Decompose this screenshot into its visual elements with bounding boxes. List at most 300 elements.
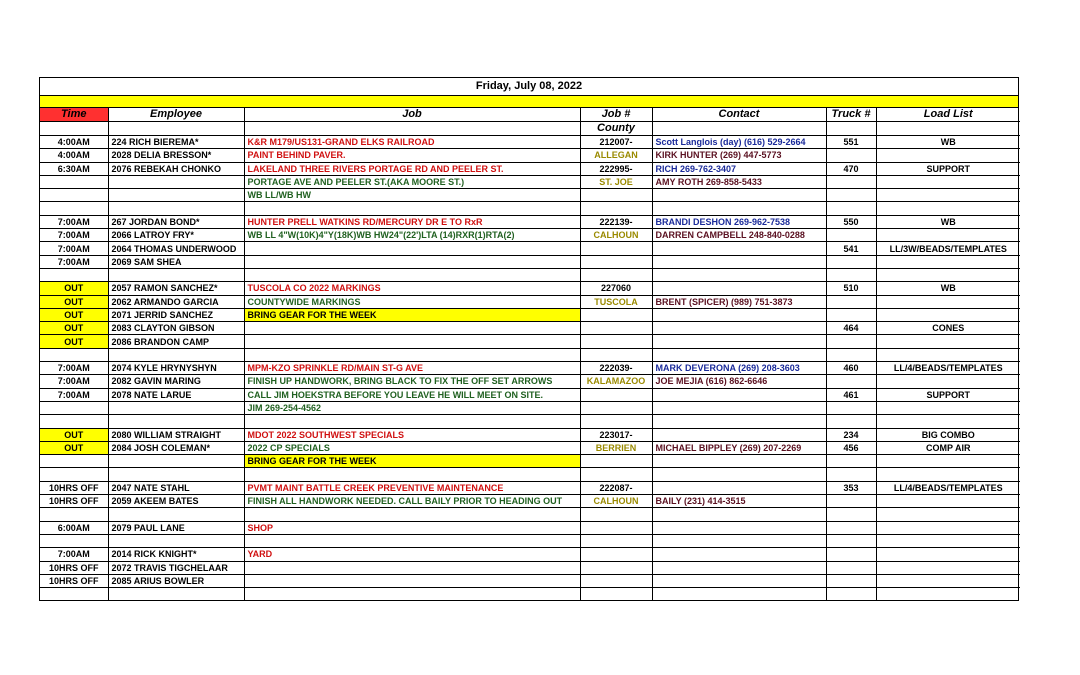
- cell-employee: 2082 GAVIN MARING: [108, 375, 244, 388]
- cell-load-list: [876, 335, 1020, 348]
- cell-contact: [652, 481, 826, 494]
- table-row: [40, 322, 1020, 335]
- table-row: [40, 561, 1020, 574]
- cell-truck: [826, 175, 876, 188]
- cell-job: BRING GEAR FOR THE WEEK: [244, 455, 580, 468]
- table-row: [40, 162, 1020, 175]
- table-row: [40, 149, 1020, 162]
- cell-job: MPM-KZO SPRINKLE RD/MAIN ST-G AVE: [244, 362, 580, 375]
- header-highlight-band: [40, 96, 1018, 108]
- schedule-body: [40, 108, 1020, 600]
- subheader-empty: [876, 122, 1020, 136]
- cell-truck: [826, 308, 876, 321]
- table-row: [40, 574, 1020, 587]
- cell-contact: BAILY (231) 414-3515: [652, 495, 826, 508]
- cell-time: 6:00AM: [40, 521, 108, 534]
- cell-truck: [826, 229, 876, 242]
- table-row: [40, 348, 1020, 361]
- column-header-job-number: Job #: [580, 108, 652, 122]
- cell-employee: 224 RICH BIEREMA*: [108, 136, 244, 149]
- table-row: [40, 588, 1020, 601]
- cell-job: [244, 574, 580, 587]
- table-row: [40, 202, 1020, 215]
- cell-job-number: [580, 268, 652, 281]
- cell-truck: [826, 495, 876, 508]
- cell-job: LAKELAND THREE RIVERS PORTAGE RD AND PEELER ST.: [244, 162, 580, 175]
- cell-employee: [108, 468, 244, 481]
- cell-truck: [826, 455, 876, 468]
- cell-time: 4:00AM: [40, 149, 108, 162]
- cell-contact: [652, 548, 826, 561]
- cell-time: 6:30AM: [40, 162, 108, 175]
- table-row: [40, 229, 1020, 242]
- cell-job: [244, 508, 580, 521]
- cell-job: HUNTER PRELL WATKINS RD/MERCURY DR E TO RxR: [244, 215, 580, 228]
- cell-truck: [826, 295, 876, 308]
- cell-load-list: [876, 415, 1020, 428]
- cell-job: TUSCOLA CO 2022 MARKINGS: [244, 282, 580, 295]
- schedule-table: [40, 108, 1020, 600]
- cell-employee: 2064 THOMAS UNDERWOOD: [108, 242, 244, 255]
- cell-time: OUT: [40, 335, 108, 348]
- cell-time: OUT: [40, 295, 108, 308]
- cell-truck: 541: [826, 242, 876, 255]
- cell-job-number: [580, 455, 652, 468]
- cell-truck: [826, 534, 876, 547]
- cell-load-list: [876, 588, 1020, 601]
- cell-job-number: [580, 255, 652, 268]
- cell-load-list: [876, 229, 1020, 242]
- cell-employee: 2071 JERRID SANCHEZ: [108, 308, 244, 321]
- cell-load-list: [876, 348, 1020, 361]
- column-header-truck: Truck #: [826, 108, 876, 122]
- table-row: [40, 415, 1020, 428]
- cell-load-list: [876, 561, 1020, 574]
- cell-job-number: [580, 335, 652, 348]
- schedule-sheet: [39, 77, 1019, 601]
- cell-load-list: [876, 202, 1020, 215]
- cell-time: [40, 401, 108, 414]
- cell-job-number: ALLEGAN: [580, 149, 652, 162]
- cell-truck: [826, 521, 876, 534]
- table-row: [40, 215, 1020, 228]
- cell-job-number: [580, 468, 652, 481]
- cell-job-number: 222039-: [580, 362, 652, 375]
- cell-job-number: [580, 415, 652, 428]
- cell-employee: 2078 NATE LARUE: [108, 388, 244, 401]
- cell-truck: 551: [826, 136, 876, 149]
- cell-employee: [108, 348, 244, 361]
- cell-contact: [652, 428, 826, 441]
- cell-job-number: KALAMAZOO: [580, 375, 652, 388]
- cell-contact: [652, 388, 826, 401]
- cell-load-list: WB: [876, 136, 1020, 149]
- cell-load-list: [876, 295, 1020, 308]
- cell-job: [244, 561, 580, 574]
- cell-job-number: 223017-: [580, 428, 652, 441]
- cell-job-number: [580, 401, 652, 414]
- table-row: [40, 481, 1020, 494]
- cell-load-list: [876, 548, 1020, 561]
- cell-truck: 353: [826, 481, 876, 494]
- cell-job: FINISH UP HANDWORK, BRING BLACK TO FIX THE OFF SET ARROWS: [244, 375, 580, 388]
- cell-time: OUT: [40, 441, 108, 454]
- cell-contact: [652, 521, 826, 534]
- cell-load-list: LL/4/BEADS/TEMPLATES: [876, 481, 1020, 494]
- table-row: [40, 268, 1020, 281]
- cell-time: [40, 175, 108, 188]
- cell-job: MDOT 2022 SOUTHWEST SPECIALS: [244, 428, 580, 441]
- cell-contact: [652, 282, 826, 295]
- cell-employee: 2076 REBEKAH CHONKO: [108, 162, 244, 175]
- cell-time: 7:00AM: [40, 242, 108, 255]
- cell-job: [244, 534, 580, 547]
- cell-job-number: [580, 548, 652, 561]
- cell-employee: 2057 RAMON SANCHEZ*: [108, 282, 244, 295]
- cell-job: [244, 468, 580, 481]
- cell-load-list: WB: [876, 215, 1020, 228]
- cell-job-number: [580, 521, 652, 534]
- cell-job: K&R M179/US131-GRAND ELKS RAILROAD: [244, 136, 580, 149]
- table-row: [40, 375, 1020, 388]
- cell-time: 7:00AM: [40, 388, 108, 401]
- cell-load-list: [876, 455, 1020, 468]
- cell-truck: [826, 189, 876, 202]
- cell-truck: [826, 561, 876, 574]
- page-title: Friday, July 08, 2022: [40, 78, 1018, 96]
- cell-contact: [652, 348, 826, 361]
- table-row: [40, 468, 1020, 481]
- cell-job-number: [580, 348, 652, 361]
- table-row: [40, 401, 1020, 414]
- cell-contact: MICHAEL BIPPLEY (269) 207-2269: [652, 441, 826, 454]
- cell-contact: MARK DEVERONA (269) 208-3603: [652, 362, 826, 375]
- cell-truck: 470: [826, 162, 876, 175]
- cell-employee: 2072 TRAVIS TIGCHELAAR: [108, 561, 244, 574]
- cell-contact: [652, 468, 826, 481]
- cell-employee: 2084 JOSH COLEMAN*: [108, 441, 244, 454]
- cell-load-list: [876, 189, 1020, 202]
- cell-job: PVMT MAINT BATTLE CREEK PREVENTIVE MAINTENANCE: [244, 481, 580, 494]
- cell-employee: 2066 LATROY FRY*: [108, 229, 244, 242]
- cell-contact: RICH 269-762-3407: [652, 162, 826, 175]
- cell-time: OUT: [40, 282, 108, 295]
- cell-employee: 2059 AKEEM BATES: [108, 495, 244, 508]
- cell-job-number: [580, 588, 652, 601]
- cell-load-list: [876, 495, 1020, 508]
- table-row: [40, 335, 1020, 348]
- cell-load-list: CONES: [876, 322, 1020, 335]
- column-header-employee: Employee: [108, 108, 244, 122]
- subheader-empty: [40, 122, 108, 136]
- cell-contact: BRANDI DESHON 269-962-7538: [652, 215, 826, 228]
- cell-contact: [652, 255, 826, 268]
- cell-load-list: [876, 308, 1020, 321]
- cell-job-number: [580, 202, 652, 215]
- cell-load-list: [876, 401, 1020, 414]
- cell-contact: [652, 335, 826, 348]
- table-row: [40, 136, 1020, 149]
- cell-truck: [826, 574, 876, 587]
- cell-contact: [652, 308, 826, 321]
- cell-time: OUT: [40, 322, 108, 335]
- cell-load-list: BIG COMBO: [876, 428, 1020, 441]
- cell-truck: [826, 548, 876, 561]
- cell-job: 2022 CP SPECIALS: [244, 441, 580, 454]
- cell-job: WB LL 4"W(10K)4"Y(18K)WB HW24"(22')LTA (14)RXR(1)RTA(2): [244, 229, 580, 242]
- cell-truck: [826, 268, 876, 281]
- cell-job: PORTAGE AVE AND PEELER ST.(AKA MOORE ST.): [244, 175, 580, 188]
- cell-job-number: 222995-: [580, 162, 652, 175]
- cell-load-list: [876, 468, 1020, 481]
- cell-job: WB LL/WB HW: [244, 189, 580, 202]
- cell-job: PAINT BEHIND PAVER.: [244, 149, 580, 162]
- cell-job: SHOP: [244, 521, 580, 534]
- cell-contact: BRENT (SPICER) (989) 751-3873: [652, 295, 826, 308]
- cell-job-number: ST. JOE: [580, 175, 652, 188]
- cell-contact: AMY ROTH 269-858-5433: [652, 175, 826, 188]
- cell-time: 7:00AM: [40, 229, 108, 242]
- cell-load-list: [876, 268, 1020, 281]
- column-header-row: [40, 108, 1020, 122]
- cell-load-list: [876, 255, 1020, 268]
- cell-truck: [826, 468, 876, 481]
- table-row: [40, 362, 1020, 375]
- cell-contact: [652, 561, 826, 574]
- cell-load-list: LL/3W/BEADS/TEMPLATES: [876, 242, 1020, 255]
- cell-time: 7:00AM: [40, 362, 108, 375]
- cell-job-number: TUSCOLA: [580, 295, 652, 308]
- cell-load-list: WB: [876, 282, 1020, 295]
- cell-time: 7:00AM: [40, 215, 108, 228]
- cell-employee: [108, 189, 244, 202]
- cell-contact: [652, 401, 826, 414]
- column-header-job: Job: [244, 108, 580, 122]
- cell-job: [244, 202, 580, 215]
- cell-truck: 464: [826, 322, 876, 335]
- cell-contact: [652, 189, 826, 202]
- cell-contact: JOE MEJIA (616) 862-6646: [652, 375, 826, 388]
- subheader-empty: [244, 122, 580, 136]
- cell-employee: [108, 455, 244, 468]
- cell-truck: 460: [826, 362, 876, 375]
- cell-contact: [652, 202, 826, 215]
- cell-time: 10HRS OFF: [40, 495, 108, 508]
- cell-employee: [108, 268, 244, 281]
- cell-truck: 550: [826, 215, 876, 228]
- cell-employee: 2014 RICK KNIGHT*: [108, 548, 244, 561]
- cell-employee: 2047 NATE STAHL: [108, 481, 244, 494]
- subheader-empty: [652, 122, 826, 136]
- cell-job-number: [580, 574, 652, 587]
- cell-contact: Scott Langlois (day) (616) 529-2664: [652, 136, 826, 149]
- cell-job-number: 227060: [580, 282, 652, 295]
- cell-employee: [108, 588, 244, 601]
- cell-time: [40, 415, 108, 428]
- cell-job: FINISH ALL HANDWORK NEEDED. CALL BAILY PRIOR TO HEADING OUT: [244, 495, 580, 508]
- column-header-load-list: Load List: [876, 108, 1020, 122]
- cell-job: [244, 242, 580, 255]
- table-row: [40, 495, 1020, 508]
- cell-load-list: [876, 574, 1020, 587]
- table-row: [40, 295, 1020, 308]
- cell-load-list: [876, 149, 1020, 162]
- cell-time: [40, 508, 108, 521]
- cell-employee: [108, 415, 244, 428]
- table-row: [40, 308, 1020, 321]
- cell-employee: 2086 BRANDON CAMP: [108, 335, 244, 348]
- cell-truck: [826, 255, 876, 268]
- cell-contact: DARREN CAMPBELL 248-840-0288: [652, 229, 826, 242]
- cell-time: [40, 202, 108, 215]
- cell-time: 7:00AM: [40, 375, 108, 388]
- cell-job-number: [580, 322, 652, 335]
- subheader-empty: [826, 122, 876, 136]
- table-row: [40, 441, 1020, 454]
- table-row: [40, 175, 1020, 188]
- cell-time: [40, 534, 108, 547]
- cell-employee: 2085 ARIUS BOWLER: [108, 574, 244, 587]
- cell-job-number: CALHOUN: [580, 495, 652, 508]
- cell-employee: 2080 WILLIAM STRAIGHT: [108, 428, 244, 441]
- table-row: [40, 255, 1020, 268]
- cell-truck: [826, 149, 876, 162]
- cell-contact: [652, 322, 826, 335]
- cell-employee: 2074 KYLE HRYNYSHYN: [108, 362, 244, 375]
- cell-employee: [108, 175, 244, 188]
- cell-employee: [108, 508, 244, 521]
- cell-contact: [652, 574, 826, 587]
- cell-job-number: [580, 242, 652, 255]
- cell-employee: 2062 ARMANDO GARCIA: [108, 295, 244, 308]
- cell-job-number: [580, 561, 652, 574]
- table-row: [40, 548, 1020, 561]
- cell-truck: [826, 415, 876, 428]
- cell-job-number: [580, 308, 652, 321]
- cell-time: 10HRS OFF: [40, 481, 108, 494]
- cell-employee: 2079 PAUL LANE: [108, 521, 244, 534]
- cell-contact: [652, 415, 826, 428]
- table-row: [40, 455, 1020, 468]
- cell-job-number: 212007-: [580, 136, 652, 149]
- cell-truck: 461: [826, 388, 876, 401]
- cell-load-list: SUPPORT: [876, 162, 1020, 175]
- cell-job: YARD: [244, 548, 580, 561]
- cell-job: [244, 322, 580, 335]
- cell-time: [40, 588, 108, 601]
- cell-job-number: 222139-: [580, 215, 652, 228]
- table-row: [40, 534, 1020, 547]
- cell-contact: [652, 508, 826, 521]
- cell-job-number: [580, 189, 652, 202]
- cell-time: 7:00AM: [40, 255, 108, 268]
- cell-job: CALL JIM HOEKSTRA BEFORE YOU LEAVE HE WILL MEET ON SITE.: [244, 388, 580, 401]
- cell-job-number: [580, 388, 652, 401]
- cell-time: 10HRS OFF: [40, 574, 108, 587]
- cell-truck: 510: [826, 282, 876, 295]
- cell-load-list: [876, 521, 1020, 534]
- column-subheader-row: [40, 122, 1020, 136]
- table-row: [40, 521, 1020, 534]
- cell-truck: [826, 508, 876, 521]
- column-header-contact: Contact: [652, 108, 826, 122]
- cell-truck: [826, 588, 876, 601]
- cell-load-list: [876, 175, 1020, 188]
- table-row: [40, 242, 1020, 255]
- cell-contact: KIRK HUNTER (269) 447-5773: [652, 149, 826, 162]
- cell-truck: [826, 401, 876, 414]
- cell-employee: 2069 SAM SHEA: [108, 255, 244, 268]
- subheader-empty: [108, 122, 244, 136]
- cell-job-number: CALHOUN: [580, 229, 652, 242]
- cell-time: [40, 468, 108, 481]
- cell-contact: [652, 455, 826, 468]
- cell-load-list: [876, 375, 1020, 388]
- cell-job: [244, 268, 580, 281]
- table-row: [40, 508, 1020, 521]
- cell-job: JIM 269-254-4562: [244, 401, 580, 414]
- cell-truck: [826, 335, 876, 348]
- cell-job-number: BERRIEN: [580, 441, 652, 454]
- cell-job-number: 222087-: [580, 481, 652, 494]
- cell-contact: [652, 534, 826, 547]
- cell-job: COUNTYWIDE MARKINGS: [244, 295, 580, 308]
- cell-truck: [826, 202, 876, 215]
- cell-time: OUT: [40, 308, 108, 321]
- column-header-time: Time: [40, 108, 108, 122]
- cell-employee: 2028 DELIA BRESSON*: [108, 149, 244, 162]
- cell-time: 7:00AM: [40, 548, 108, 561]
- cell-job: [244, 348, 580, 361]
- cell-job-number: [580, 534, 652, 547]
- cell-job: [244, 255, 580, 268]
- table-row: [40, 189, 1020, 202]
- cell-employee: [108, 202, 244, 215]
- cell-time: OUT: [40, 428, 108, 441]
- cell-time: [40, 348, 108, 361]
- cell-time: 4:00AM: [40, 136, 108, 149]
- column-header-county: County: [580, 122, 652, 136]
- cell-job: [244, 335, 580, 348]
- cell-time: [40, 455, 108, 468]
- cell-load-list: [876, 508, 1020, 521]
- cell-load-list: [876, 534, 1020, 547]
- cell-job: [244, 588, 580, 601]
- cell-time: [40, 268, 108, 281]
- cell-job-number: [580, 508, 652, 521]
- cell-contact: [652, 268, 826, 281]
- cell-load-list: SUPPORT: [876, 388, 1020, 401]
- table-row: [40, 428, 1020, 441]
- cell-truck: 456: [826, 441, 876, 454]
- cell-employee: [108, 534, 244, 547]
- table-row: [40, 282, 1020, 295]
- cell-job: [244, 415, 580, 428]
- cell-load-list: COMP AIR: [876, 441, 1020, 454]
- cell-employee: 2083 CLAYTON GIBSON: [108, 322, 244, 335]
- cell-time: [40, 189, 108, 202]
- table-row: [40, 388, 1020, 401]
- cell-truck: [826, 348, 876, 361]
- cell-truck: [826, 375, 876, 388]
- cell-load-list: LL/4/BEADS/TEMPLATES: [876, 362, 1020, 375]
- cell-contact: [652, 588, 826, 601]
- cell-employee: 267 JORDAN BOND*: [108, 215, 244, 228]
- cell-truck: 234: [826, 428, 876, 441]
- cell-time: 10HRS OFF: [40, 561, 108, 574]
- cell-employee: [108, 401, 244, 414]
- cell-contact: [652, 242, 826, 255]
